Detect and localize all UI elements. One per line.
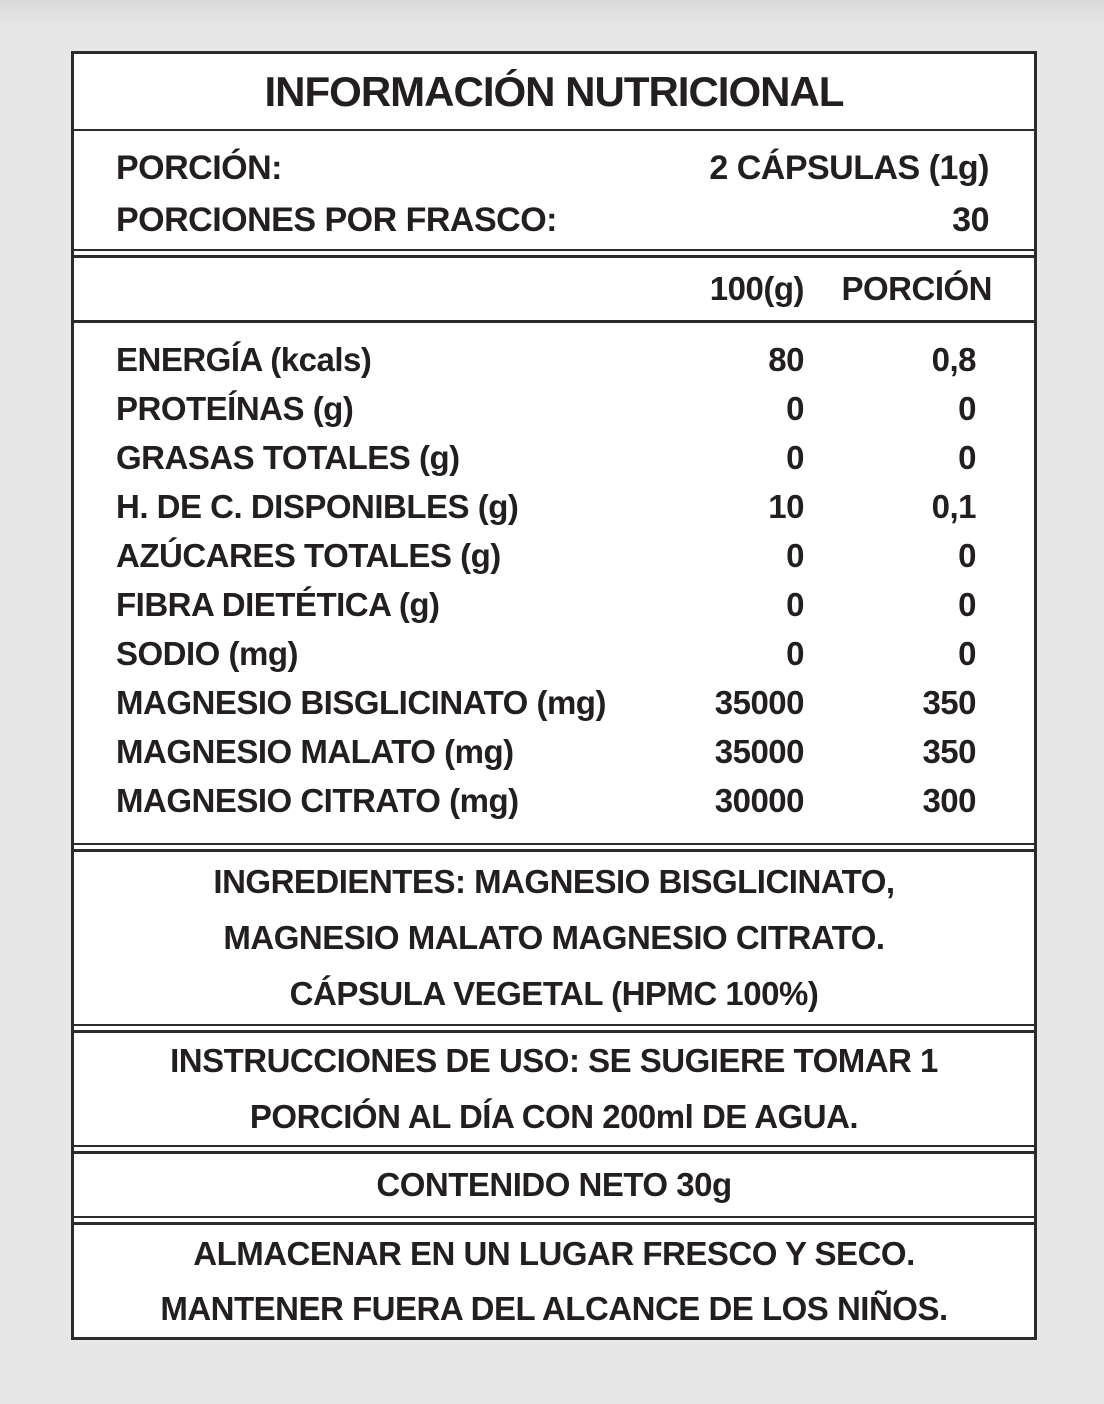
nutrient-name: AZÚCARES TOTALES (g)	[116, 537, 501, 574]
instructions-line-1: INSTRUCCIONES DE USO: SE SUGIERE TOMAR 1	[170, 1042, 938, 1079]
nutrient-name: MAGNESIO BISGLICINATO (mg)	[116, 684, 606, 721]
serving-size-value: 2 CÁPSULAS (1g)	[709, 149, 989, 187]
table-row	[116, 433, 976, 482]
table-row	[116, 678, 976, 727]
nutrient-per100-value: 0	[786, 439, 804, 476]
table-row	[116, 335, 976, 384]
divider-after-net-content	[74, 1216, 1034, 1225]
nutrient-porcion-value: 0	[958, 390, 976, 427]
nutrient-porcion-value: 0	[958, 439, 976, 476]
divider-after-ingredients	[74, 1024, 1034, 1033]
nutrient-name: FIBRA DIETÉTICA (g)	[116, 586, 440, 623]
nutrient-porcion-value: 0,8	[931, 341, 976, 378]
nutrient-per100-value: 35000	[714, 684, 804, 721]
column-header-per100g: 100(g)	[709, 270, 804, 307]
serving-section	[74, 131, 1034, 249]
column-header-row	[74, 258, 1034, 320]
storage-line-2: MANTENER FUERA DEL ALCANCE DE LOS NIÑOS.	[160, 1290, 948, 1327]
servings-per-container-row	[116, 198, 989, 242]
nutrient-per100-value: 10	[768, 488, 804, 525]
table-row	[116, 384, 976, 433]
net-content-section	[74, 1154, 1034, 1216]
nutrient-name: SODIO (mg)	[116, 635, 298, 672]
nutrient-porcion-value: 0,1	[931, 488, 976, 525]
divider-after-instructions	[74, 1145, 1034, 1154]
ingredients-line-3: CÁPSULA VEGETAL (HPMC 100%)	[289, 975, 819, 1012]
nutrition-label	[71, 51, 1037, 1340]
nutrient-porcion-value: 350	[922, 684, 976, 721]
nutrient-per100-value: 30000	[714, 782, 804, 819]
servings-per-container-value: 30	[952, 201, 989, 239]
storage-line-1: ALMACENAR EN UN LUGAR FRESCO Y SECO.	[193, 1235, 915, 1272]
ingredients-section	[74, 852, 1034, 1024]
nutrient-name: ENERGÍA (kcals)	[116, 341, 372, 378]
nutrient-name: H. DE C. DISPONIBLES (g)	[116, 488, 519, 525]
nutrient-name: GRASAS TOTALES (g)	[116, 439, 460, 476]
nutrient-porcion-value: 0	[958, 635, 976, 672]
nutrient-table	[74, 323, 1034, 843]
nutrient-name: PROTEÍNAS (g)	[116, 390, 354, 427]
instructions-line-2: PORCIÓN AL DÍA CON 200ml DE AGUA.	[249, 1098, 859, 1135]
nutrient-porcion-value: 0	[958, 586, 976, 623]
table-row	[116, 580, 976, 629]
table-row	[116, 531, 976, 580]
nutrient-name: MAGNESIO MALATO (mg)	[116, 733, 514, 770]
nutrient-per100-value: 0	[786, 537, 804, 574]
nutrient-name: MAGNESIO CITRATO (mg)	[116, 782, 519, 819]
ingredients-line-1: INGREDIENTES: MAGNESIO BISGLICINATO,	[213, 863, 895, 900]
ingredients-line-2: MAGNESIO MALATO MAGNESIO CITRATO.	[223, 919, 885, 956]
instructions-section	[74, 1033, 1034, 1145]
divider-after-table	[74, 843, 1034, 852]
nutrition-label-title: INFORMACIÓN NUTRICIONAL	[74, 54, 1034, 129]
column-header-porcion: PORCIÓN	[841, 270, 992, 307]
nutrient-per100-value: 0	[786, 586, 804, 623]
nutrient-porcion-value: 0	[958, 537, 976, 574]
table-row	[116, 482, 976, 531]
nutrient-per100-value: 35000	[714, 733, 804, 770]
nutrient-per100-value: 80	[768, 341, 804, 378]
table-row	[116, 727, 976, 776]
table-row	[116, 629, 976, 678]
divider-after-serving	[74, 249, 1034, 258]
serving-size-row	[116, 146, 989, 190]
nutrient-per100-value: 0	[786, 390, 804, 427]
table-row	[116, 776, 976, 825]
nutrient-porcion-value: 300	[922, 782, 976, 819]
serving-size-label: PORCIÓN:	[116, 149, 282, 187]
nutrient-per100-value: 0	[786, 635, 804, 672]
nutrient-porcion-value: 350	[922, 733, 976, 770]
storage-section	[74, 1225, 1034, 1337]
net-content-text: CONTENIDO NETO 30g	[376, 1166, 732, 1203]
servings-per-container-label: PORCIONES POR FRASCO:	[116, 201, 557, 239]
